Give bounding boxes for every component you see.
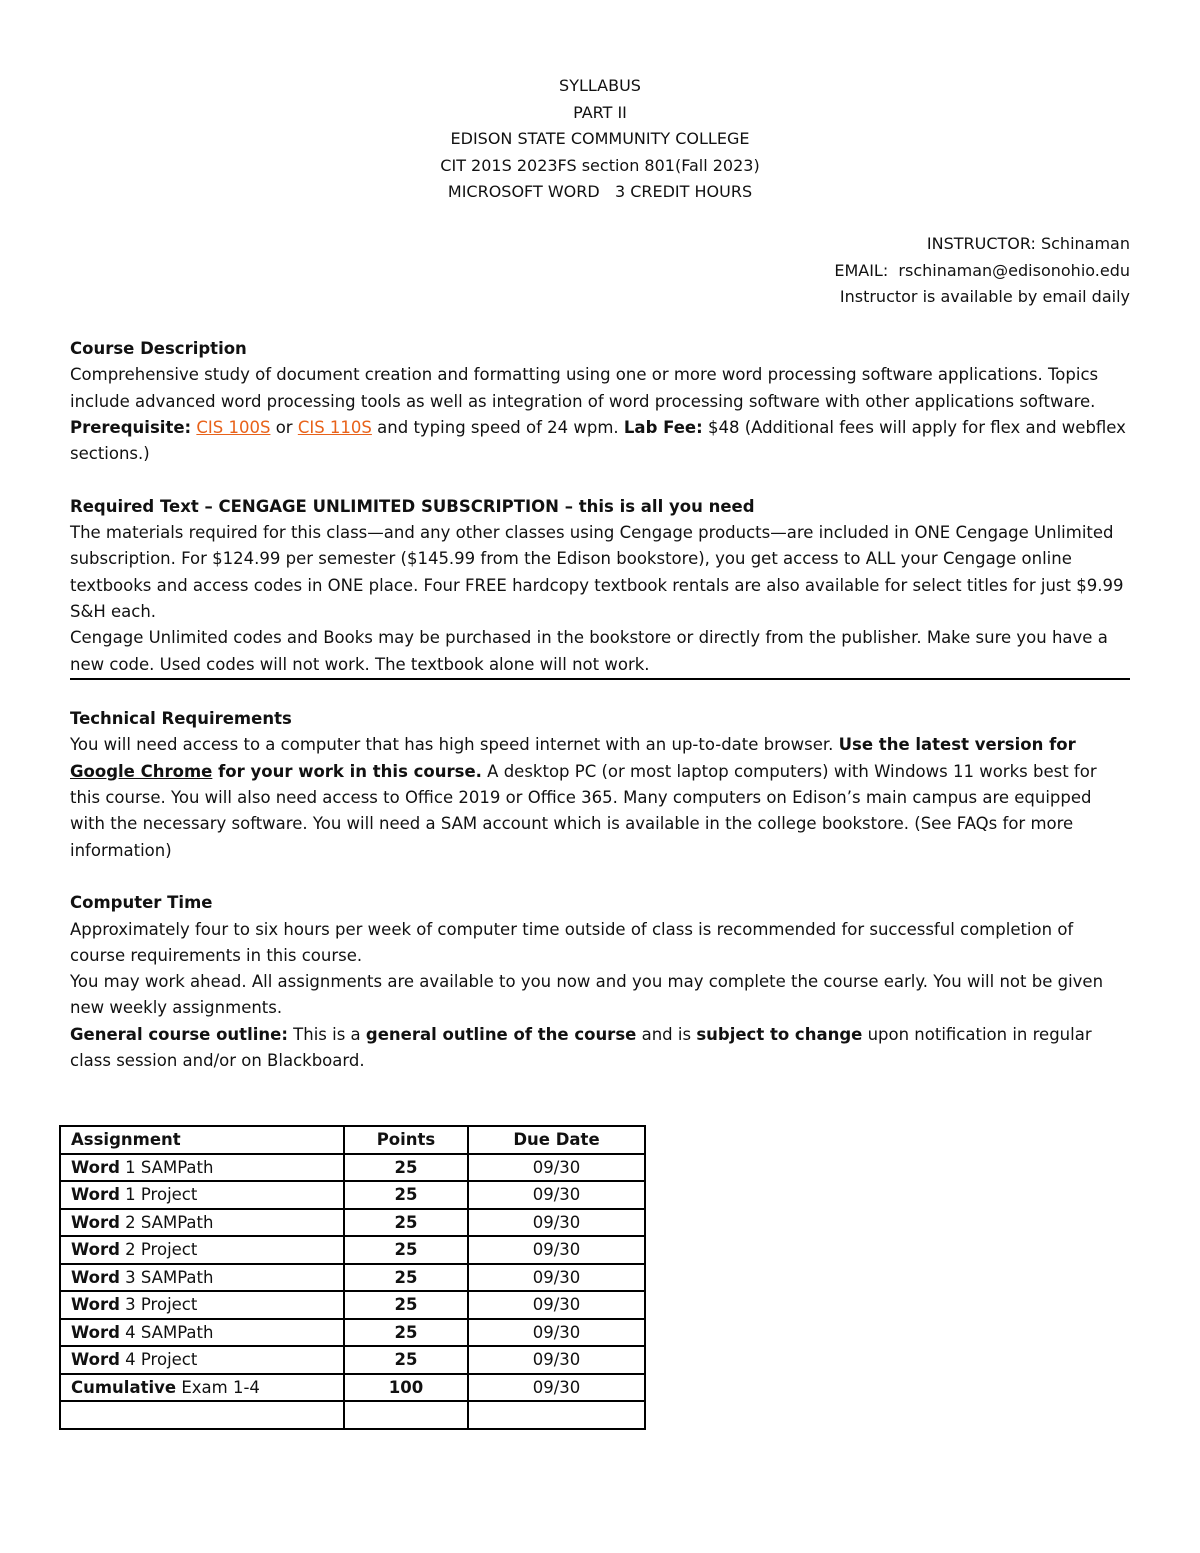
computer-time-section (70, 890, 1130, 1074)
assignment-rest: Exam 1-4 (176, 1377, 260, 1397)
table-row (60, 1181, 645, 1209)
assignment-bold: Cumulative (71, 1377, 177, 1397)
assignment-bold: Word (71, 1185, 120, 1205)
technical-requirements-section (70, 706, 1130, 864)
assignment-cell (60, 1209, 344, 1237)
assignment-bold: Word (71, 1157, 120, 1177)
assignments-table (59, 1125, 646, 1430)
points-value: 25 (394, 1212, 418, 1232)
prerequisite-label: Prerequisite: (70, 417, 192, 437)
assignment-rest: 4 SAMPath (119, 1322, 214, 1342)
instructor-block (834, 231, 1130, 311)
header-college: EDISON STATE COMMUNITY COLLEGE (450, 129, 750, 148)
points-cell (344, 1209, 468, 1237)
assignment-rest: 1 Project (119, 1185, 198, 1205)
points-value: 25 (394, 1157, 418, 1177)
header-course-name: MICROSOFT WORD 3 CREDIT HOURS (447, 182, 753, 201)
points-value: 25 (394, 1322, 418, 1342)
technical-text2: A desktop PC (or most laptop computers) with Windows 11 works best for this course. You will also need access to Office 2019 or Office 365. Many computers on Edison’s main campus are equipped with the necessary software. You will need a SAM account which is available in the college bookstore. (See FAQs for more information) (70, 761, 1097, 860)
lab-fee-text: $48 (Additional fees will apply for flex and webflex sections.) (70, 417, 1126, 464)
due-cell: 09/30 (468, 1319, 645, 1347)
header-due-date: Due Date (468, 1126, 645, 1154)
table-row (60, 1209, 645, 1237)
header-course-section: CIT 201S 2023FS section 801(Fall 2023) (440, 155, 760, 175)
assignment-cell (60, 1346, 344, 1374)
table-row-empty (60, 1401, 645, 1429)
required-text-section (70, 494, 1130, 678)
document-body (70, 336, 1130, 1074)
assignment-rest: 2 SAMPath (119, 1212, 214, 1232)
assignment-rest: 1 SAMPath (119, 1157, 214, 1177)
assignment-bold: Word (71, 1267, 120, 1287)
table-row (60, 1319, 645, 1347)
assignment-cell (60, 1264, 344, 1292)
header-points: Points (344, 1126, 468, 1154)
assignment-rest: 3 Project (119, 1295, 198, 1315)
technical-bold2: for your work in this course. (212, 761, 482, 781)
header-assignment: Assignment (60, 1126, 344, 1154)
assignment-rest: 4 Project (119, 1350, 198, 1370)
outline-bold1: general outline of the course (365, 1024, 637, 1044)
assignment-cell (60, 1374, 344, 1402)
assignment-rest: 3 SAMPath (119, 1267, 214, 1287)
due-cell: 09/30 (468, 1181, 645, 1209)
points-cell (344, 1236, 468, 1264)
table-row (60, 1264, 645, 1292)
points-value: 25 (394, 1240, 418, 1260)
assignment-bold: Word (71, 1212, 120, 1232)
due-cell: 09/30 (468, 1346, 645, 1374)
computer-time-para1: Approximately four to six hours per week of computer time outside of class is recommended for successful completion of course requirements in this course. (70, 919, 1074, 965)
empty-cell (468, 1401, 645, 1429)
points-cell (344, 1154, 468, 1182)
outline-text3: upon notification in regular class session and/or on Blackboard. (70, 1024, 1092, 1071)
instructor-email: EMAIL: rschinaman@edisonohio.edu (834, 260, 1130, 280)
table-row (60, 1154, 645, 1182)
required-text-heading: Required Text – CENGAGE UNLIMITED SUBSCRIPTION – this is all you need (70, 496, 755, 516)
points-cell (344, 1374, 468, 1402)
required-text-para1: The materials required for this class—and any other classes using Cengage products—are included in ONE Cengage Unlimited subscription. For $124.99 per semester ($145.99 from the Edison bookstore), you get access to ALL your Cengage online textbooks and access codes in ONE place. Four FREE hardcopy textbook rentals are also available for select titles for just $9.99 S&H each. (70, 523, 1124, 621)
due-cell: 09/30 (468, 1236, 645, 1264)
assignment-bold: Word (71, 1322, 120, 1342)
points-cell (344, 1319, 468, 1347)
points-value: 25 (394, 1185, 418, 1205)
computer-time-heading: Computer Time (70, 893, 213, 913)
outline-text1: This is a (287, 1024, 366, 1044)
course-description-section (70, 336, 1130, 467)
table-row (60, 1291, 645, 1319)
technical-text1: You will need access to a computer that has high speed internet with an up-to-date browser. (70, 735, 839, 755)
outline-label: General course outline: (70, 1024, 288, 1044)
technical-requirements-heading: Technical Requirements (70, 709, 292, 729)
course-description-heading: Course Description (70, 339, 247, 358)
table-row (60, 1236, 645, 1264)
computer-time-para2: You may work ahead. All assignments are available to you now and you may complete the course early. You will not be given new weekly assignments. (70, 972, 1104, 1018)
technical-bold1: Use the latest version for (838, 735, 1076, 755)
table-row (60, 1346, 645, 1374)
assignment-bold: Word (71, 1240, 120, 1260)
due-cell: 09/30 (468, 1374, 645, 1402)
points-cell (344, 1291, 468, 1319)
points-cell (344, 1181, 468, 1209)
lab-fee-label: Lab Fee: (623, 417, 703, 437)
assignment-cell (60, 1236, 344, 1264)
cis-110s-link[interactable]: CIS 110S (297, 417, 372, 437)
assignment-cell (60, 1181, 344, 1209)
instructor-name: INSTRUCTOR: Schinaman (926, 234, 1130, 253)
points-value: 100 (388, 1377, 424, 1397)
due-cell: 09/30 (468, 1291, 645, 1319)
empty-cell (60, 1401, 344, 1429)
google-chrome-link[interactable]: Google Chrome (70, 761, 213, 781)
empty-cell (344, 1401, 468, 1429)
table-row (60, 1374, 645, 1402)
or-text: or (270, 417, 298, 437)
cis-100s-link[interactable]: CIS 100S (196, 417, 271, 437)
header-part: PART II (573, 102, 627, 122)
assignment-cell (60, 1291, 344, 1319)
assignment-bold: Word (71, 1350, 120, 1370)
header-title: SYLLABUS (559, 76, 641, 95)
required-text-para2: Cengage Unlimited codes and Books may be purchased in the bookstore or directly from the publisher. Make sure you have a new code. Used codes will not work. The textbook alone will not work. (70, 628, 1108, 674)
points-value: 25 (394, 1295, 418, 1315)
document-header (0, 73, 1200, 206)
points-cell (344, 1264, 468, 1292)
course-description-text: Comprehensive study of document creation and formatting using one or more word processing software applications. Topics include advanced word processing tools as well as integration of word processing software with other applications software. (70, 365, 1099, 411)
points-cell (344, 1346, 468, 1374)
assignment-bold: Word (71, 1295, 120, 1315)
outline-bold2: subject to change (696, 1024, 863, 1044)
typing-speed-text: and typing speed of 24 wpm. (371, 417, 624, 437)
assignment-rest: 2 Project (119, 1240, 198, 1260)
instructor-availability: Instructor is available by email daily (839, 287, 1130, 306)
outline-text2: and is (636, 1024, 697, 1044)
due-cell: 09/30 (468, 1209, 645, 1237)
points-value: 25 (394, 1267, 418, 1287)
due-cell: 09/30 (468, 1154, 645, 1182)
assignment-cell (60, 1319, 344, 1347)
points-value: 25 (394, 1350, 418, 1370)
assignment-cell (60, 1154, 344, 1182)
due-cell: 09/30 (468, 1264, 645, 1292)
table-header-row (60, 1126, 645, 1154)
